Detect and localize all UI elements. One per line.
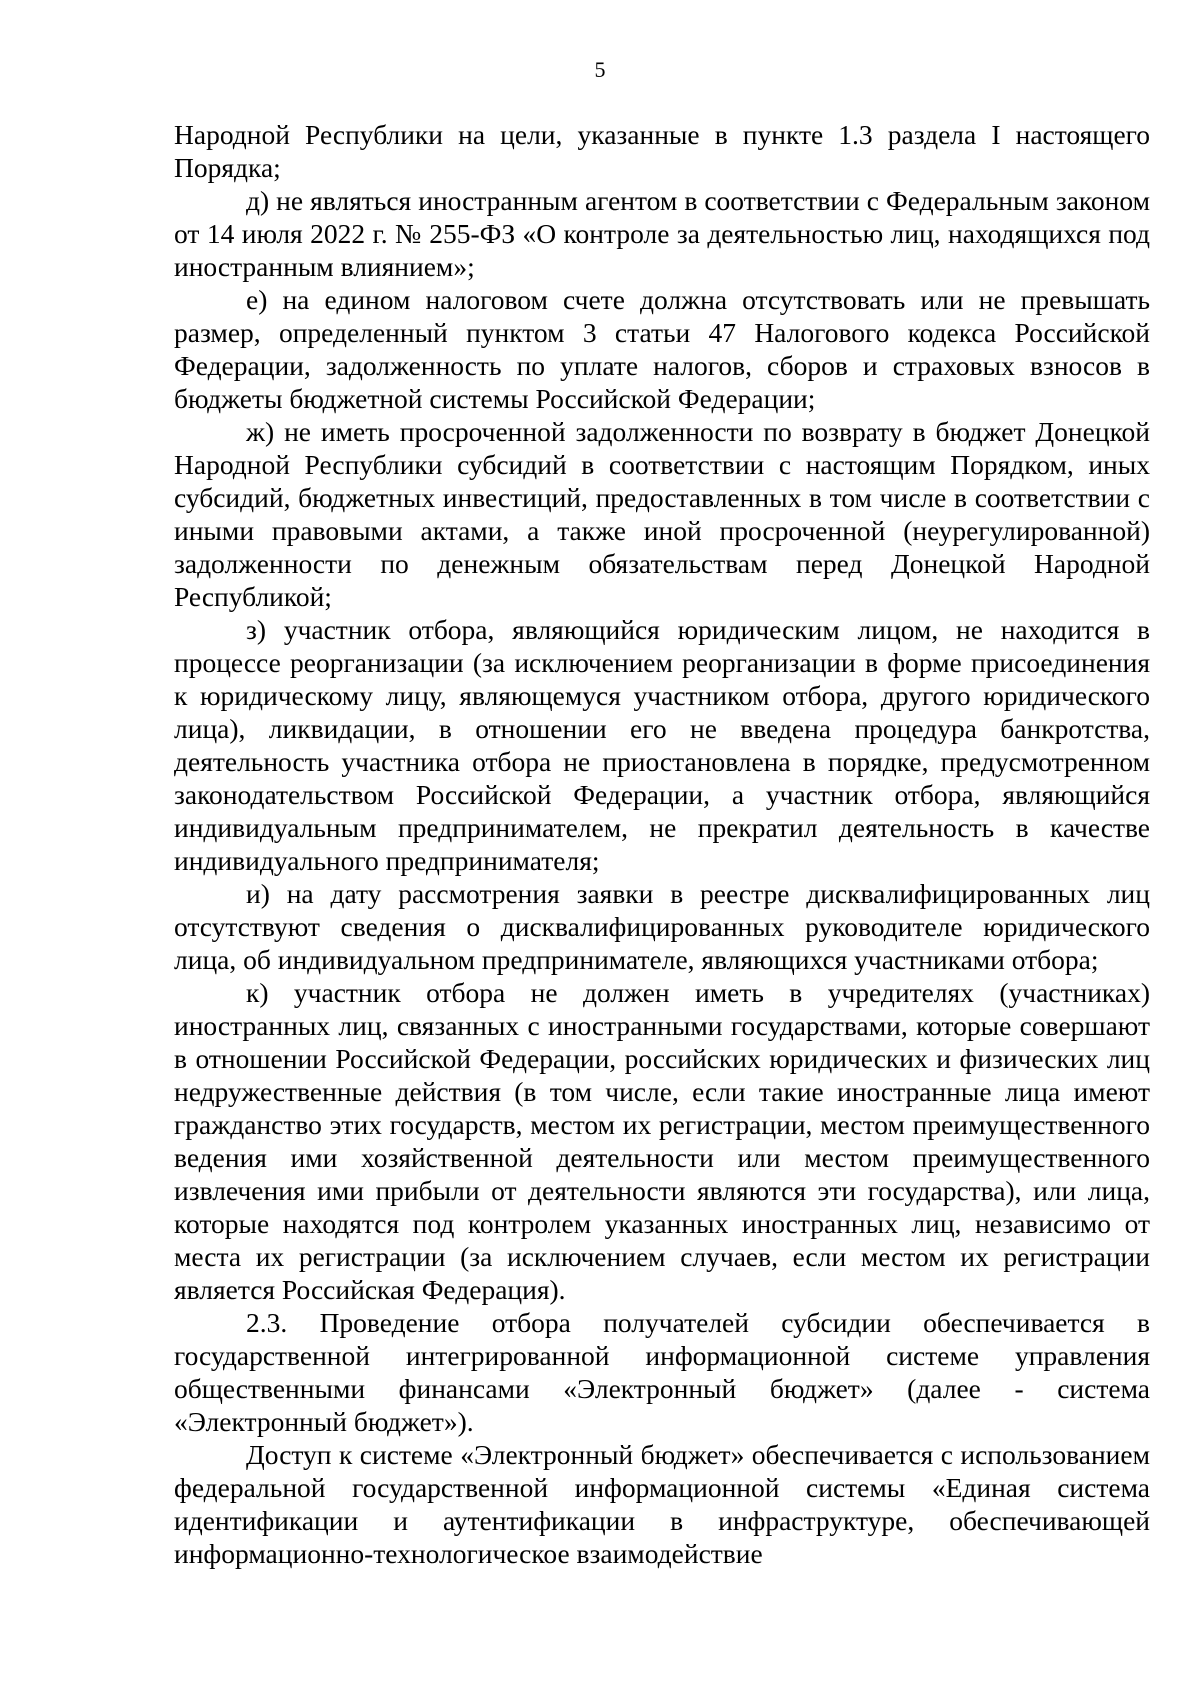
paragraph-item-i: и) на дату рассмотрения заявки в реестре дисквалифицированных лиц отсутствуют сведения о дисквалифицированных руководителе юридического лица, об индивидуальном предпринимателе, являющихся участниками отбора; [174,878,1150,975]
paragraph-access: Доступ к системе «Электронный бюджет» обеспечивается с использованием федеральной государственной информационной системы «Единая система идентификации и аутентификации в инфраструктуре, обеспечивающей информационно-технологическое взаимодействие [174,1439,1150,1569]
page-number: 5 [594,57,606,82]
paragraph-continuation: Народной Республики на цели, указанные в пункте 1.3 раздела I настоящего Порядка; [174,119,1150,183]
paragraph-section-2-3: 2.3. Проведение отбора получателей субсидии обеспечивается в государственной интегрированной информационной системе управления общественными финансами «Электронный бюджет» (далее - система «Электронный бюджет»). [174,1307,1150,1437]
paragraph-item-z: з) участник отбора, являющийся юридическим лицом, не находится в процессе реорганизации (за исключением реорганизации в форме присоединения к юридическому лицу, являющемуся участником отбора, другого юридического лица), ликвидации, в отношении его не введена процедура банкротства, деятельность участника отбора не приостановлена в порядке, предусмотренном законодательством Российской Федерации, а участник отбора, являющийся индивидуальным предпринимателем, не прекратил деятельность в качестве индивидуального предпринимателя; [174,614,1150,876]
document-body [174,118,1150,1570]
paragraph-item-d: д) не являться иностранным агентом в соответствии с Федеральным законом от 14 июля 2022 г. № 255-ФЗ «О контроле за деятельностью лиц, находящихся под иностранным влиянием»; [174,185,1150,282]
paragraph-item-k: к) участник отбора не должен иметь в учредителях (участниках) иностранных лиц, связанных с иностранными государствами, которые совершают в отношении Российской Федерации, российских юридических и физических лиц недружественные действия (в том числе, если такие иностранные лица имеют гражданство этих государств, местом их регистрации, местом преимущественного ведения ими хозяйственной деятельности или местом преимущественного извлечения ими прибыли от деятельности являются эти государства), или лица, которые находятся под контролем указанных иностранных лиц, независимо от места их регистрации (за исключением случаев, если местом их регистрации является Российская Федерация). [174,977,1150,1305]
paragraph-item-e: е) на едином налоговом счете должна отсутствовать или не превышать размер, определенный пунктом 3 статьи 47 Налогового кодекса Российской Федерации, задолженность по уплате налогов, сборов и страховых взносов в бюджеты бюджетной системы Российской Федерации; [174,284,1150,414]
paragraph-item-zh: ж) не иметь просроченной задолженности по возврату в бюджет Донецкой Народной Республики субсидий в соответствии с настоящим Порядком, иных субсидий, бюджетных инвестиций, предоставленных в том числе в соответствии с иными правовыми актами, а также иной просроченной (неурегулированной) задолженности по денежным обязательствам перед Донецкой Народной Республикой; [174,416,1150,612]
